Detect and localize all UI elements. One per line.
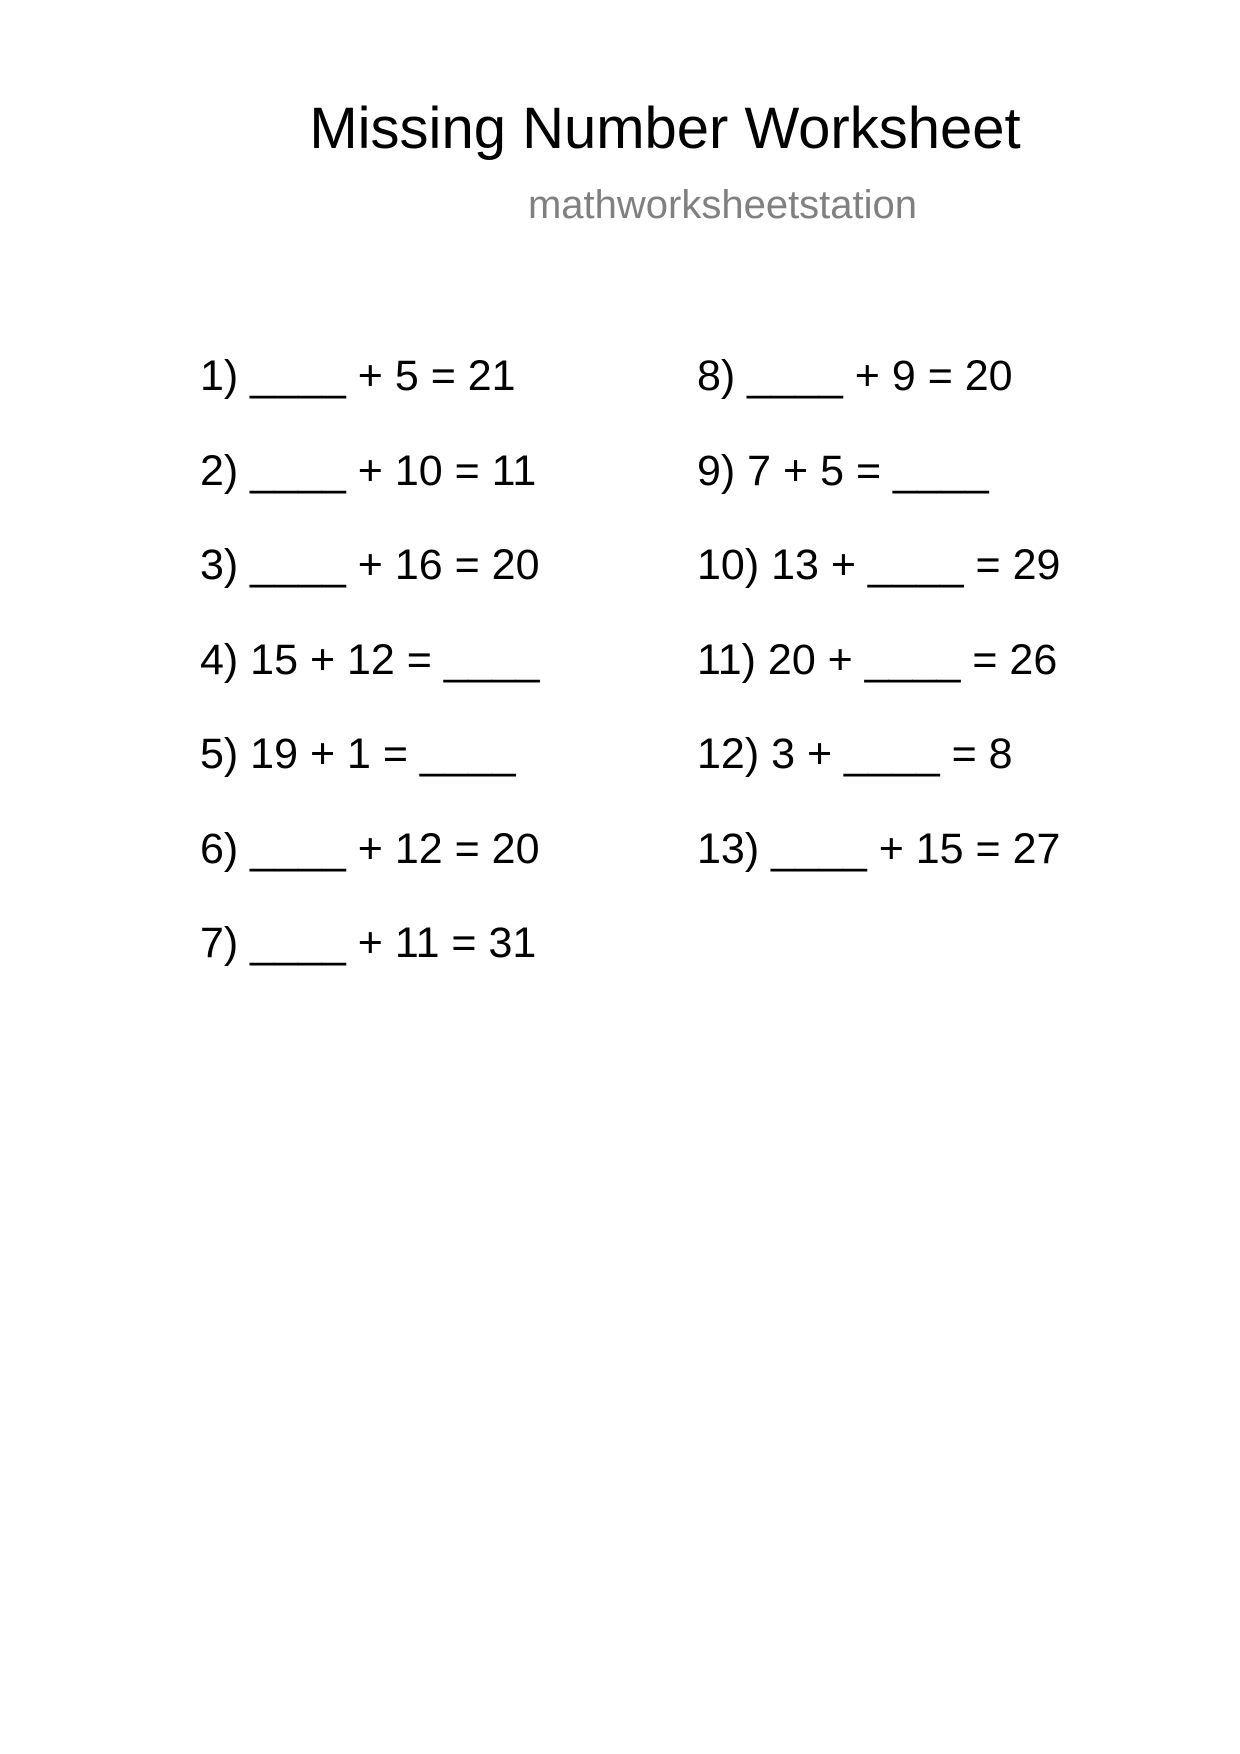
problem-text: 5) 19 + 1 = ____	[200, 730, 516, 778]
problem-9	[697, 441, 1060, 536]
problem-3	[200, 535, 540, 630]
problem-11	[697, 630, 1060, 725]
problem-6	[200, 819, 540, 914]
problem-column-left	[200, 346, 540, 1008]
problem-text: 11) 20 + ____ = 26	[697, 635, 1058, 684]
problem-1	[200, 346, 540, 441]
problem-text: 2) ____ + 10 = 11	[200, 446, 537, 495]
problem-4	[200, 630, 540, 725]
problem-column-right	[697, 346, 1060, 913]
problem-text: 10) 13 + ____ = 29	[697, 541, 1061, 589]
problem-text: 6) ____ + 12 = 20	[200, 824, 540, 873]
problem-10	[697, 535, 1060, 630]
problem-text: 7) ____ + 11 = 31	[200, 919, 537, 967]
problem-2	[200, 441, 540, 536]
problem-text: 9) 7 + 5 = ____	[697, 446, 989, 495]
problem-text: 4) 15 + 12 = ____	[200, 635, 540, 684]
problem-text: 13) ____ + 15 = 27	[697, 824, 1061, 873]
problem-12	[697, 724, 1060, 819]
problem-5	[200, 724, 540, 819]
worksheet-source: mathworksheetstation	[527, 183, 918, 227]
problem-text: 8) ____ + 9 = 20	[697, 352, 1013, 400]
problem-text: 3) ____ + 16 = 20	[200, 541, 540, 589]
problem-7	[200, 913, 540, 1008]
worksheet-title: Missing Number Worksheet	[309, 96, 1021, 161]
problem-text: 1) ____ + 5 = 21	[200, 352, 516, 400]
problem-13	[697, 819, 1060, 914]
problem-8	[697, 346, 1060, 441]
problem-text: 12) 3 + ____ = 8	[697, 730, 1013, 778]
